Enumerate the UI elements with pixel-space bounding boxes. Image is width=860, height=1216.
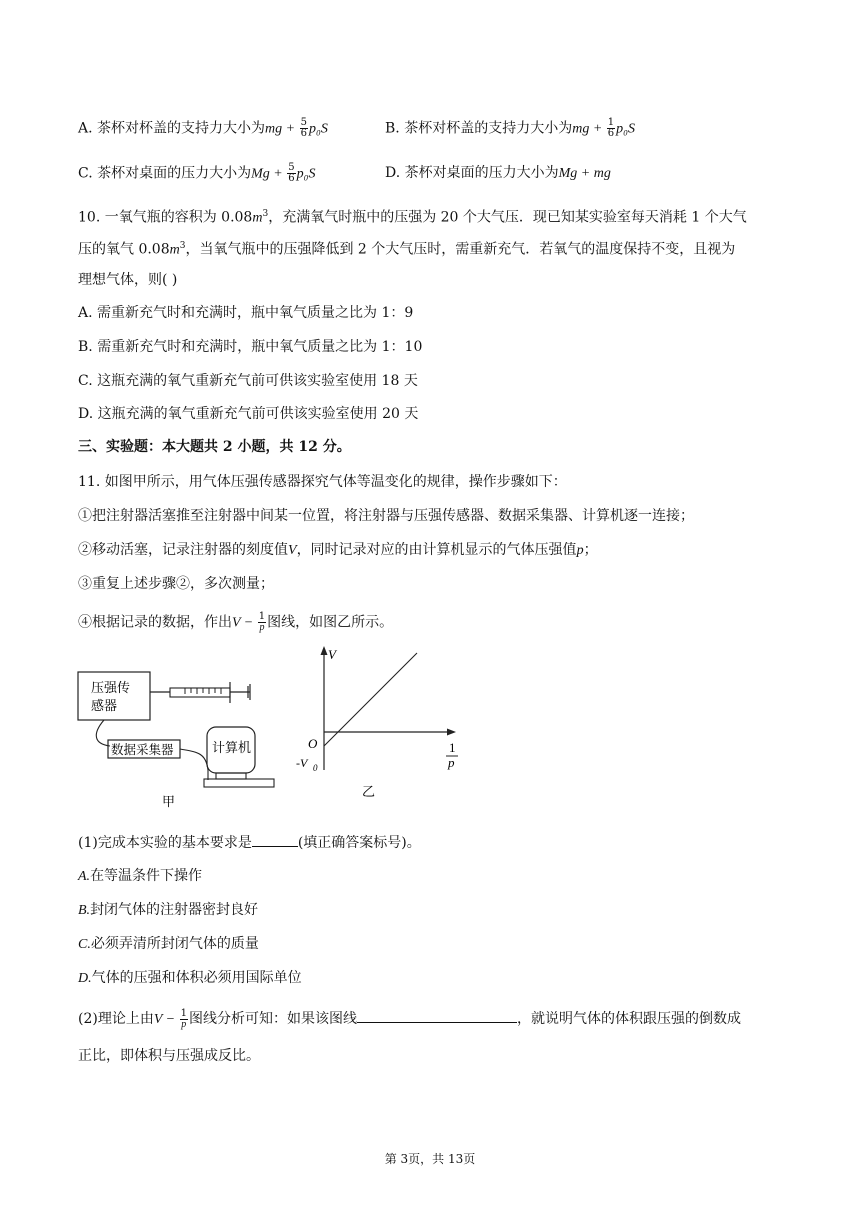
q11-step4 (78, 612, 393, 634)
option-letter: C. (78, 937, 91, 952)
figure-jia-caption: 甲 (162, 795, 176, 810)
q10-option-b: B. 需重新充气时和充满时，瓶中氧气质量之比为 1：10 (78, 339, 423, 355)
option-text: 在等温条件下操作 (90, 868, 203, 884)
q10-text: ，当氧气瓶中的压强降低到 2 个大气压时，需重新充气．若氧气的温度保持不变，且视为 (185, 241, 736, 258)
option-text: 封闭气体的注射器密封良好 (90, 902, 259, 918)
q9-option-c-fraction (287, 163, 295, 184)
intercept-label: -V (296, 756, 308, 770)
var-p: p (576, 543, 584, 558)
q11-part2-text: (2)理论上由 (78, 1011, 154, 1027)
q11-intro: 11. 如图甲所示，用气体压强传感器探究气体等温变化的规律，操作步骤如下： (78, 474, 567, 490)
q9-option-b (385, 118, 635, 140)
q9-option-a-math: mg + (265, 121, 299, 137)
q9-option-c (78, 163, 315, 185)
q11-part2-text: 图线分析可知：如果该图线 (188, 1011, 357, 1027)
origin-label: O (308, 736, 318, 751)
q11-part1-text: (填正确答案标号)。 (297, 835, 421, 851)
q9-option-a-fraction (300, 118, 308, 139)
fraction-denominator: 6 (607, 128, 615, 139)
q10-text: ，充满氧气时瓶中的压强为 20 个大气压．现已知某实验室每天消耗 1 个大气 (268, 209, 747, 226)
figure-jia-apparatus (70, 648, 290, 813)
q10-text: 压的氧气 0.08 (78, 241, 170, 258)
q9-option-d (385, 163, 611, 184)
q9-option-c-text: C. 茶杯对桌面的压力大小为 (78, 165, 252, 182)
fraction-numerator: 1 (180, 1007, 187, 1019)
intercept-subscript: 0 (313, 763, 318, 773)
fraction-denominator: p (259, 622, 265, 633)
sensor-label-line2: 感器 (91, 699, 118, 714)
q10-stem-line3: 理想气体，则( ) (78, 272, 178, 288)
fraction-denominator: p (181, 1018, 187, 1030)
sensor-label-line1: 压强传 (91, 681, 131, 696)
answer-blank[interactable] (357, 1008, 517, 1023)
q11-part2-math: V − (153, 1012, 179, 1027)
fraction-numerator: 1 (258, 611, 266, 622)
option-letter: A. (78, 869, 91, 884)
q11-part2-text: ，就说明气体的体积跟压强的倒数成 (516, 1011, 741, 1027)
x-axis-arrow (447, 729, 456, 736)
figure-yi-caption: 乙 (362, 785, 376, 800)
q9-option-b-math: mg + (572, 121, 606, 137)
x-axis-label-numerator: 1 (449, 740, 456, 755)
one-over-p-fraction (258, 612, 266, 633)
fraction-numerator: 5 (300, 117, 307, 128)
q9-option-c-math: Mg + (251, 166, 287, 182)
q9-option-d-text: D. 茶杯对桌面的压力大小为 (385, 165, 559, 181)
q10-stem-line1: 10. 一氧气瓶的容积为 $0.08m^3$，充满氧气时瓶中的压强为 20 个大气压．现已知某实验室每天消耗 1 个大气 (78, 209, 747, 226)
q11-option-c (78, 934, 259, 955)
q11-part1 (78, 832, 421, 853)
q11-part1-text: (1)完成本实验的基本要求是 (78, 835, 252, 851)
syringe-icon (170, 682, 250, 703)
q9-option-c-math-tail: p₀S (296, 166, 316, 182)
option-letter: D. (78, 971, 92, 986)
q9-option-b-fraction (607, 118, 615, 139)
computer-label: 计算机 (212, 741, 252, 756)
collector-label: 数据采集器 (111, 742, 174, 757)
figure-yi-graph (292, 642, 472, 802)
q11-option-b (78, 900, 258, 921)
unit-m: m (252, 210, 263, 226)
fraction-denominator: 6 (300, 128, 307, 139)
x-axis-label-denominator: p (448, 755, 455, 770)
y-axis-arrow (321, 646, 328, 655)
one-over-p-fraction (180, 1009, 188, 1030)
q11-step2 (78, 540, 598, 561)
q11-step3: ③重复上述步骤②，多次测量； (78, 576, 274, 592)
unit-m: m (169, 242, 180, 258)
cable (180, 749, 208, 780)
q9-option-b-math-tail: p₀S (616, 121, 636, 137)
q10-option-a: A. 需重新充气时和充满时，瓶中氧气质量之比为 1：9 (78, 305, 414, 321)
y-axis-label: V (328, 647, 336, 662)
q9-option-a-math-tail: p₀S (308, 121, 328, 137)
q11-step4-math: V − (232, 615, 257, 631)
q11-step1: ①把注射器活塞推至注射器中间某一位置，将注射器与压强传感器、数据采集器、计算机逐一连接； (78, 508, 694, 524)
option-text: 气体的压强和体积必须用国际单位 (91, 970, 302, 986)
q9-option-a-text: A. 茶杯对杯盖的支持力大小为 (78, 120, 266, 137)
q11-step2-text: ，同时记录对应的由计算机显示的气体压强值 (296, 542, 577, 558)
q11-part2-line2: 正比，即体积与压强成反比。 (78, 1048, 260, 1064)
section-heading: 三、实验题：本大题共 2 小题，共 12 分。 (78, 439, 351, 455)
var-v: V (288, 543, 297, 558)
fraction-denominator: 6 (288, 173, 295, 184)
page-footer: 第 3页，共 13页 (384, 1152, 476, 1166)
fraction-numerator: 1 (607, 117, 615, 128)
q9-option-d-math: Mg + mg (558, 166, 611, 181)
q11-step4-text: 图线，如图乙所示。 (267, 614, 394, 631)
q9-option-b-text: B. 茶杯对杯盖的支持力大小为 (385, 120, 573, 137)
q11-step2-text: ； (583, 542, 598, 558)
q11-part2-line1 (78, 1008, 741, 1030)
q10-stem-line2: 压的氧气 $0.08m^3$，当氧气瓶中的压强降低到 2 个大气压时，需重新充气．若氧气的温度保持不变，且视为 (78, 241, 736, 258)
q10-option-d: D. 这瓶充满的氧气重新充气前可供该实验室使用 20 天 (78, 406, 419, 422)
q11-option-a (78, 866, 202, 887)
q11-option-d (78, 968, 302, 989)
q9-option-a (78, 118, 328, 140)
computer-icon (204, 727, 274, 787)
q10-text: 10. 一氧气瓶的容积为 0.08 (78, 209, 253, 226)
option-text: 必须弄清所封闭气体的质量 (90, 936, 259, 952)
q10-option-c: C. 这瓶充满的氧气重新充气前可供该实验室使用 18 天 (78, 373, 418, 389)
q11-step4-text: ④根据记录的数据，作出 (78, 614, 232, 631)
option-letter: B. (78, 903, 91, 918)
fraction-numerator: 5 (288, 162, 295, 173)
answer-blank[interactable] (252, 832, 298, 847)
q11-step2-text: ②移动活塞，记录注射器的刻度值 (78, 542, 288, 558)
